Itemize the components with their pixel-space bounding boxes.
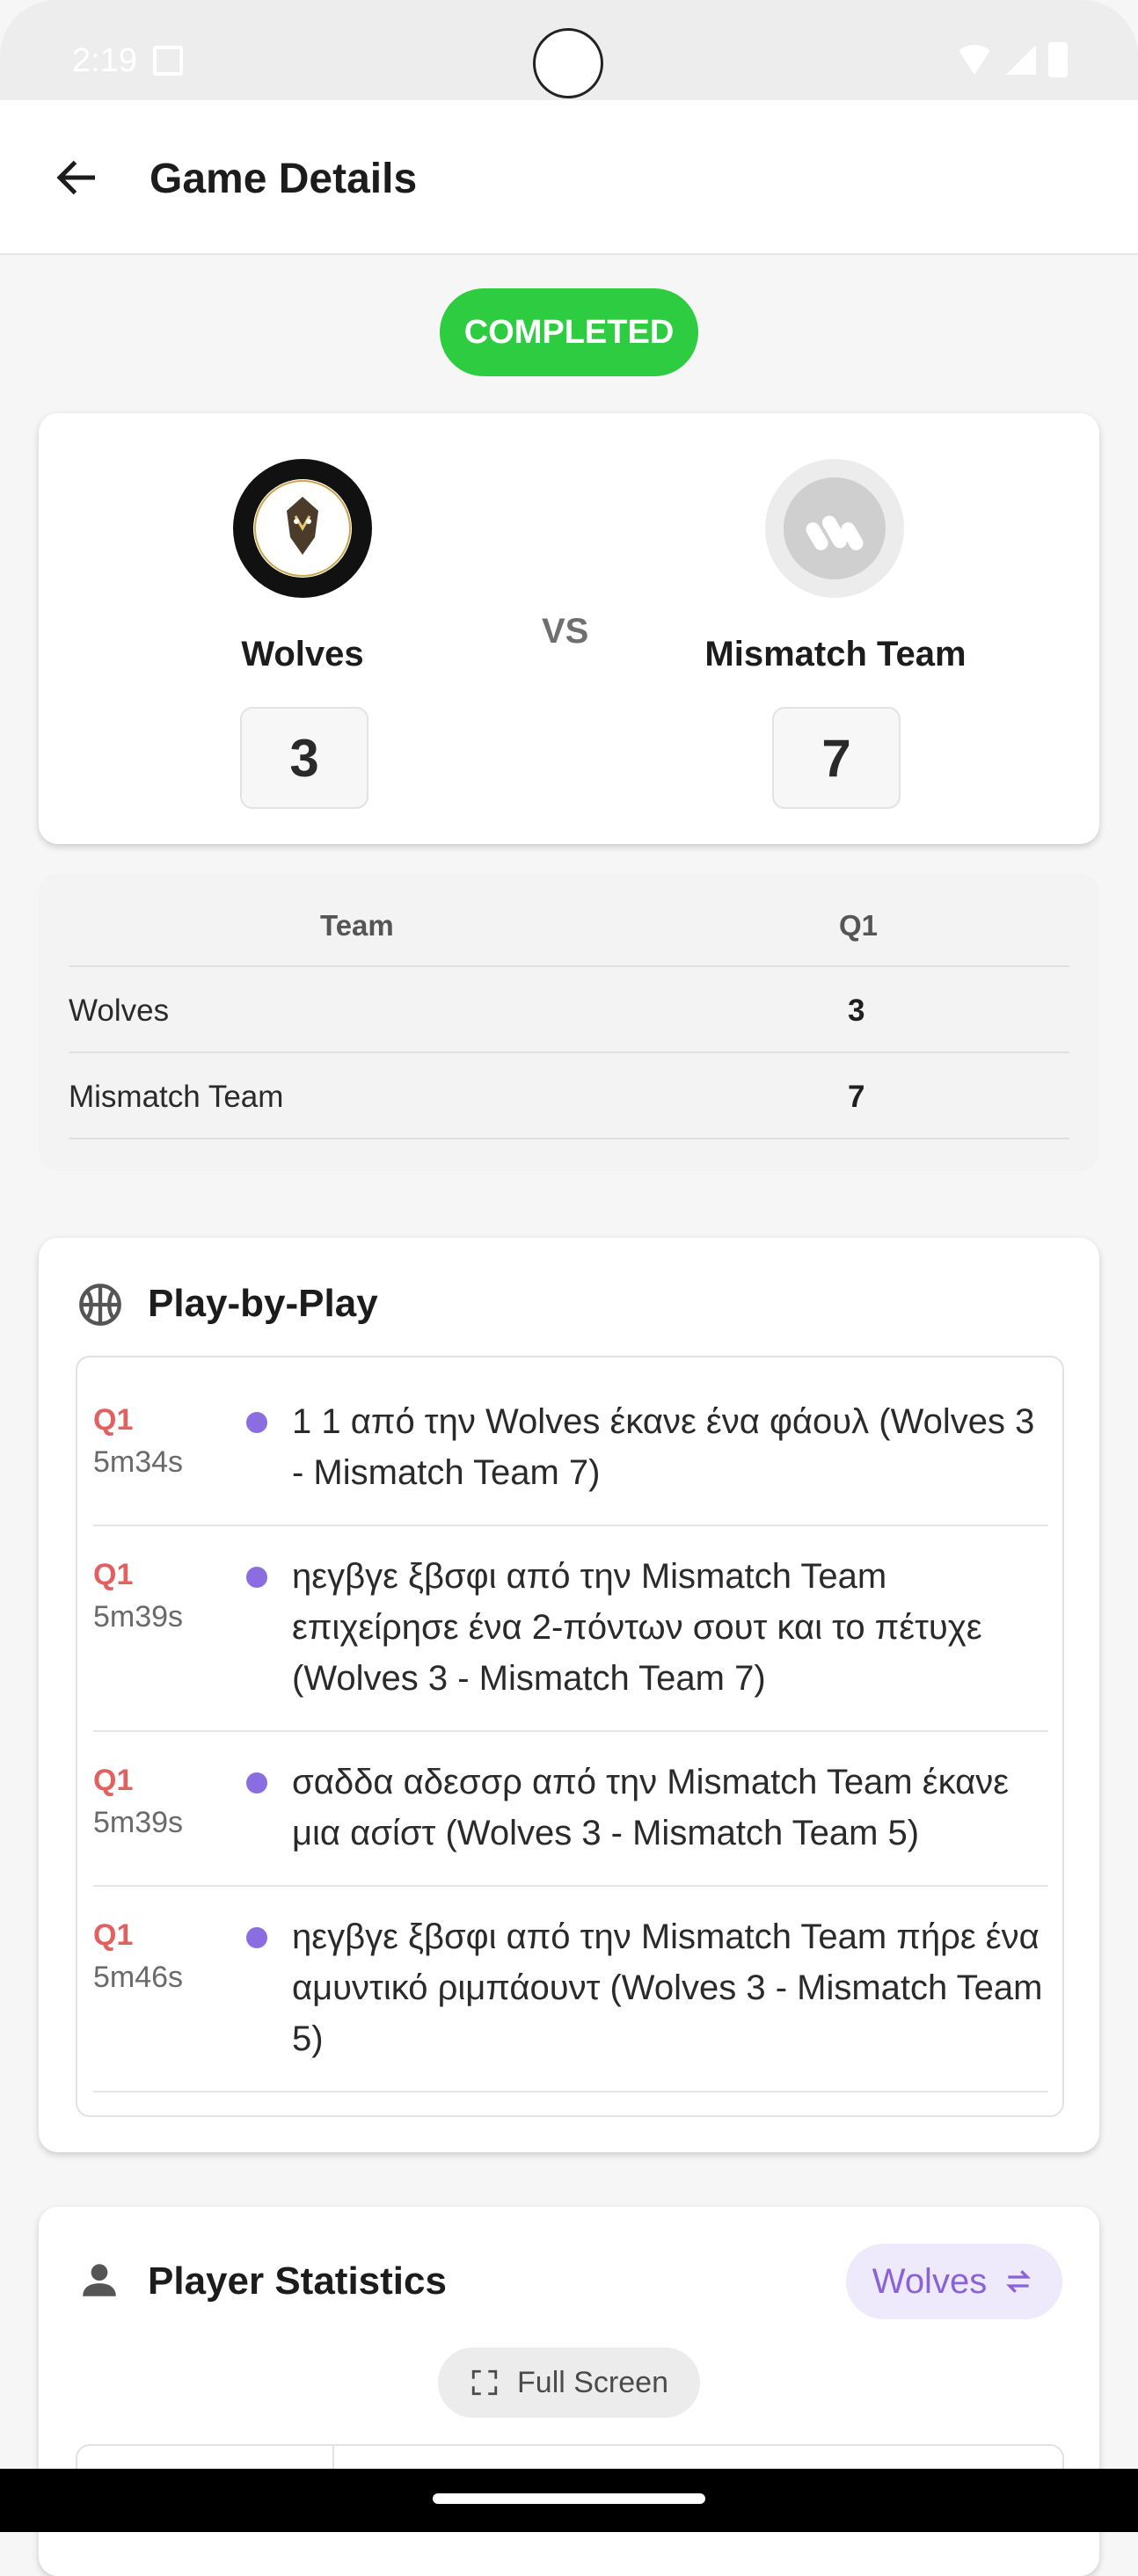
header-team: Team	[320, 909, 394, 942]
list-item	[93, 1885, 1048, 2092]
play-quarter: Q1	[93, 1558, 134, 1591]
table-row	[69, 965, 1069, 1053]
home-handle[interactable]	[433, 2493, 705, 2504]
status-icons	[955, 40, 1068, 79]
play-time: 5m39s	[93, 1600, 184, 1634]
wifi-icon	[955, 45, 994, 75]
screenshot-icon	[153, 46, 183, 76]
fullscreen-button[interactable]	[438, 2347, 700, 2418]
header-q1: Q1	[839, 909, 879, 942]
play-quarter: Q1	[93, 1403, 134, 1437]
person-icon	[77, 2258, 121, 2302]
row-team: Mismatch Team	[69, 1080, 284, 1114]
play-text: ηεγβγε ξβσφι από την Mismatch Team επιχείρησε ένα 2-πόντων σουτ και το πέτυχε (Wolves 3 - Mismatch Team 7)	[292, 1557, 982, 1698]
status-time: 2:19	[72, 42, 137, 79]
basketball-icon	[77, 1282, 123, 1328]
list-item	[93, 1730, 1048, 1887]
play-by-play-list[interactable]	[76, 1356, 1064, 2117]
app-header	[0, 100, 1138, 255]
signal-icon	[1006, 45, 1036, 75]
swap-icon	[1001, 2264, 1036, 2299]
play-quarter: Q1	[93, 1764, 134, 1797]
play-quarter: Q1	[93, 1918, 134, 1952]
home-team-name: Wolves	[241, 635, 364, 673]
play-dot	[246, 1927, 267, 1948]
play-by-play-title: Play-by-Play	[148, 1282, 378, 1325]
page-title: Game Details	[150, 156, 418, 202]
back-arrow-icon[interactable]	[51, 151, 104, 204]
team-toggle-label: Wolves	[872, 2261, 988, 2301]
fullscreen-icon	[470, 2368, 500, 2398]
status-bar	[0, 0, 1138, 100]
table-header-row	[69, 874, 1069, 967]
list-item	[93, 1357, 1048, 1526]
camera-cutout	[533, 28, 603, 98]
home-score: 3	[240, 707, 368, 809]
play-dot	[246, 1412, 267, 1433]
play-dot	[246, 1567, 267, 1588]
play-time: 5m34s	[93, 1445, 184, 1479]
away-team-name: Mismatch Team	[704, 635, 967, 673]
play-text: σαδδα αδεσσρ από την Mismatch Team έκανε μια ασίστ (Wolves 3 - Mismatch Team 5)	[292, 1763, 1010, 1852]
list-item	[93, 1524, 1048, 1732]
fullscreen-label: Full Screen	[517, 2365, 668, 2399]
table-row	[69, 1052, 1069, 1139]
row-q1: 3	[848, 993, 865, 1028]
quarter-scores-table	[39, 874, 1099, 1171]
wolves-logo	[233, 459, 372, 598]
mismatch-team-logo	[765, 459, 904, 598]
row-q1: 7	[848, 1080, 865, 1114]
play-text: ηεγβγε ξβσφι από την Mismatch Team πήρε ένα αμυντικό ριμπάουντ (Wolves 3 - Mismatch Team 5)	[292, 1917, 1043, 2058]
play-dot	[246, 1772, 267, 1794]
play-time: 5m39s	[93, 1806, 184, 1839]
vs-label: VS	[542, 612, 589, 651]
away-score: 7	[772, 707, 901, 809]
player-statistics-title: Player Statistics	[148, 2259, 447, 2303]
play-text: 1 1 από την Wolves έκανε ένα φάουλ (Wolves 3 - Mismatch Team 7)	[292, 1402, 1035, 1492]
play-time: 5m46s	[93, 1961, 184, 1994]
team-toggle-button[interactable]	[846, 2244, 1062, 2319]
row-team: Wolves	[69, 993, 170, 1028]
battery-icon	[1048, 42, 1068, 77]
game-status-badge: COMPLETED	[440, 288, 698, 376]
